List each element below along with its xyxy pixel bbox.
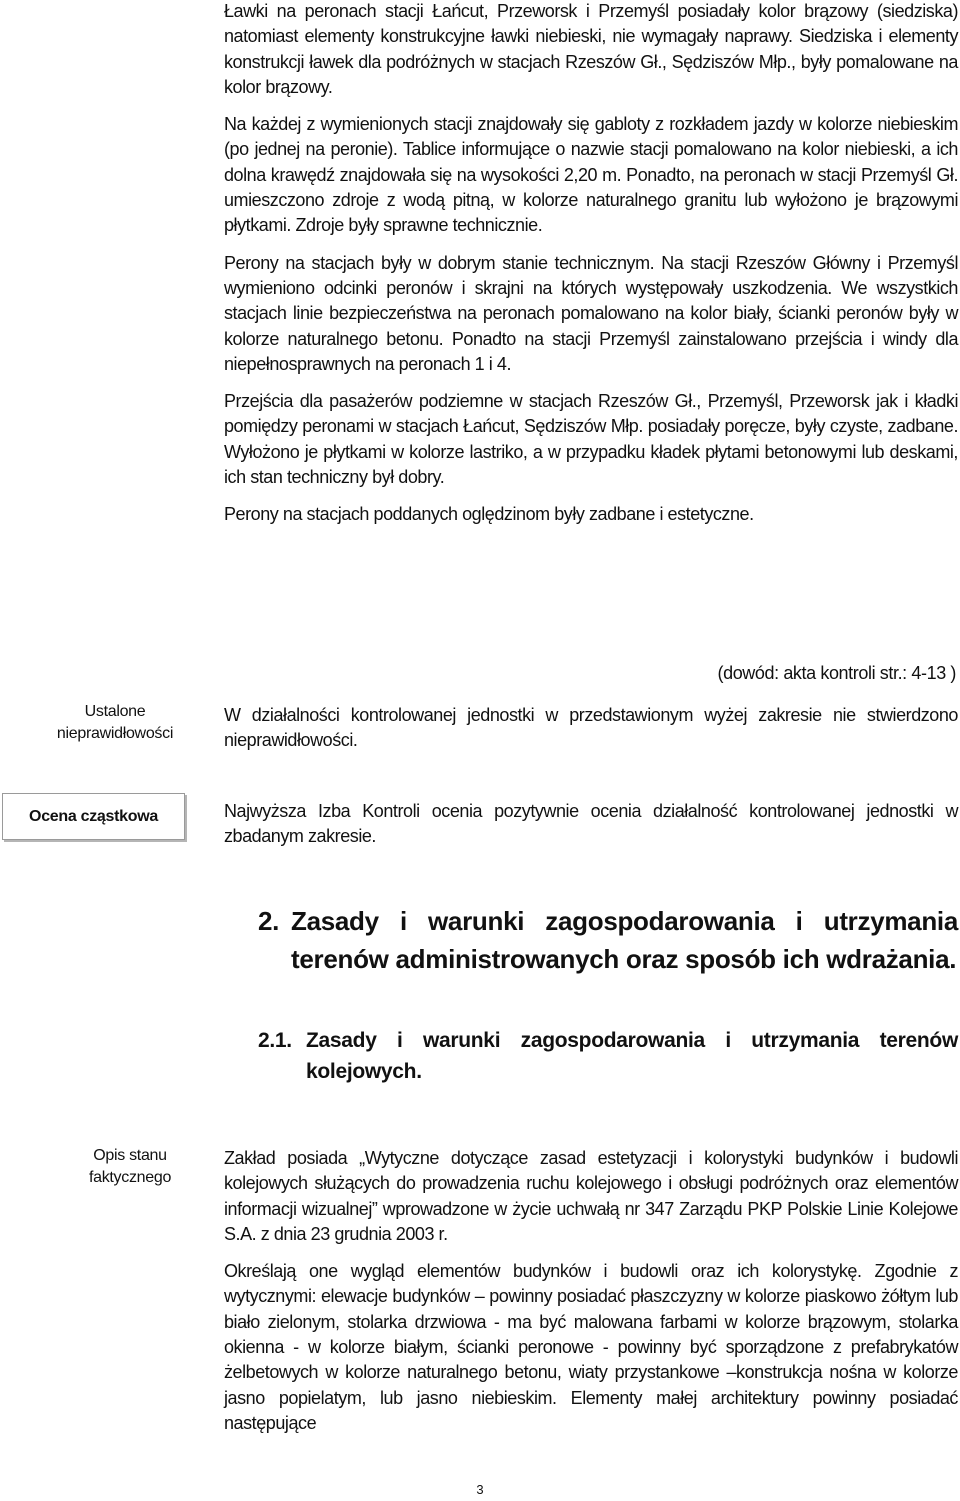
evidence-reference: (dowód: akta kontroli str.: 4-13 ) <box>717 663 956 683</box>
factual-state-block <box>224 1146 958 1436</box>
paragraph-showcases: Na każdej z wymienionych stacji znajdowały się gabloty z rozkładem jazdy w kolorze niebieskim (po jednej na peronie). Tablice informujące o nazwie stacji pomalowano na kolor niebieski, a ich dolna krawędź znajdowała się na wysokości 2,20 m. Ponadto, na peronach w stacji Przemyśl Gł. umieszczono zdroje z wodą pitną, w kolorze naturalnego granitu lub wyłożono je brązowymi płytkami. Zdroje były sprawne technicznie. <box>224 114 958 236</box>
paragraph-underpasses: Przejścia dla pasażerów podziemne w stacjach Rzeszów Gł., Przemyśl, Przeworsk jak i kładki pomiędzy peronami w stacjach Łańcut, Sędziszów Młp. posiadały poręcze, były czyste, zadbane. Wyłożono je płytkami w kolorze lastriko, a w przypadku kładek płytami betonowymi lub deskami, ich stan techniczny był dobry. <box>224 391 958 488</box>
assessment-label-box <box>2 793 185 840</box>
upper-text-block <box>224 0 958 528</box>
paragraph-platforms-summary: Perony na stacjach poddanych oględzinom były zadbane i estetyczne. <box>224 504 754 525</box>
assessment-text: Najwyższa Izba Kontroli ocenia pozytywnie ocenia działalność kontrolowanej jednostki w zbadanym zakresie. <box>224 801 958 847</box>
paragraph-guidelines: Zakład posiada „Wytyczne dotyczące zasad estetyzacji i kolorystyki budynków i budowli kolejowych służących do prowadzenia ruchu kolejowego i obsługi podróżnych oraz elementów informacji wizualnej” wprowadzone w życie uchwałą nr 347 Zarządu PKP Polskie Linie Kolejowe S.A. z dnia 23 grudnia 2003 r. <box>224 1148 958 1244</box>
section-title: Zasady i warunki zagospodarowania i utrzymania terenów administrowanych oraz sposób ich wdrażania. <box>291 906 958 974</box>
section-heading-2 <box>258 902 958 978</box>
page-number: 3 <box>476 1482 484 1497</box>
irregularities-text: W działalności kontrolowanej jednostki w przedstawionym wyżej zakresie nie stwierdzono nieprawidłowości. <box>224 705 958 751</box>
subsection-title: Zasady i warunki zagospodarowania i utrzymania terenów kolejowych. <box>306 1029 958 1083</box>
side-label-factual-state: Opis stanu faktycznego <box>88 1147 172 1186</box>
paragraph-appearance: Określają one wygląd elementów budynków i budowli oraz ich kolorystykę. Zgodnie z wytycznymi: elewacje budynków – powinny posiadać płaszczyzny w kolorze piaskowo żółtym lub biało zielonym, stolarka drzwiowa - ma być malowana farbami w kolorze brązowym, stolarka okienna - w kolorze białym, ścianki peronowe - powinny być sporządzone z prefabrykatów żelbetowych w kolorze naturalnego betonu, wiaty przystankowe –konstrukcja nośna w kolorze jasno popielatym, lub jasno niebieskim. Elementy małej architektury powinny posiadać następujące <box>224 1261 958 1433</box>
irregularities-block <box>224 703 958 754</box>
side-label-irregularities: Ustalone nieprawidłowości <box>56 703 174 742</box>
subsection-number: 2.1. <box>258 1029 292 1052</box>
paragraph-platforms-condition: Perony na stacjach były w dobrym stanie technicznym. Na stacji Rzeszów Główny i Przemyśl wymieniono odcinki peronów i skrajni na których występowały uszkodzenia. We wszystkich stacjach linie bezpieczeństwa na peronach pomalowano na kolor biały, ścianki peronów były w kolorze naturalnego betonu. Ponadto na stacji Przemyśl zainstalowano przejścia i windy dla niepełnosprawnych na peronach 1 i 4. <box>224 252 958 374</box>
section-number: 2. <box>258 906 280 936</box>
paragraph-benches: Ławki na peronach stacji Łańcut, Przeworsk i Przemyśl posiadały kolor brązowy (siedziska) natomiast elementy konstrukcyjne ławki niebieski, nie wymagały naprawy. Siedziska i elementy konstrukcji ławek dla podróżnych w stacjach Rzeszów Gł., Sędziszów Młp., były pomalowane na kolor brązowy. <box>224 1 958 97</box>
assessment-label: Ocena cząstkowa <box>29 807 158 825</box>
assessment-block <box>224 799 958 850</box>
subsection-heading-2-1 <box>258 1025 958 1087</box>
